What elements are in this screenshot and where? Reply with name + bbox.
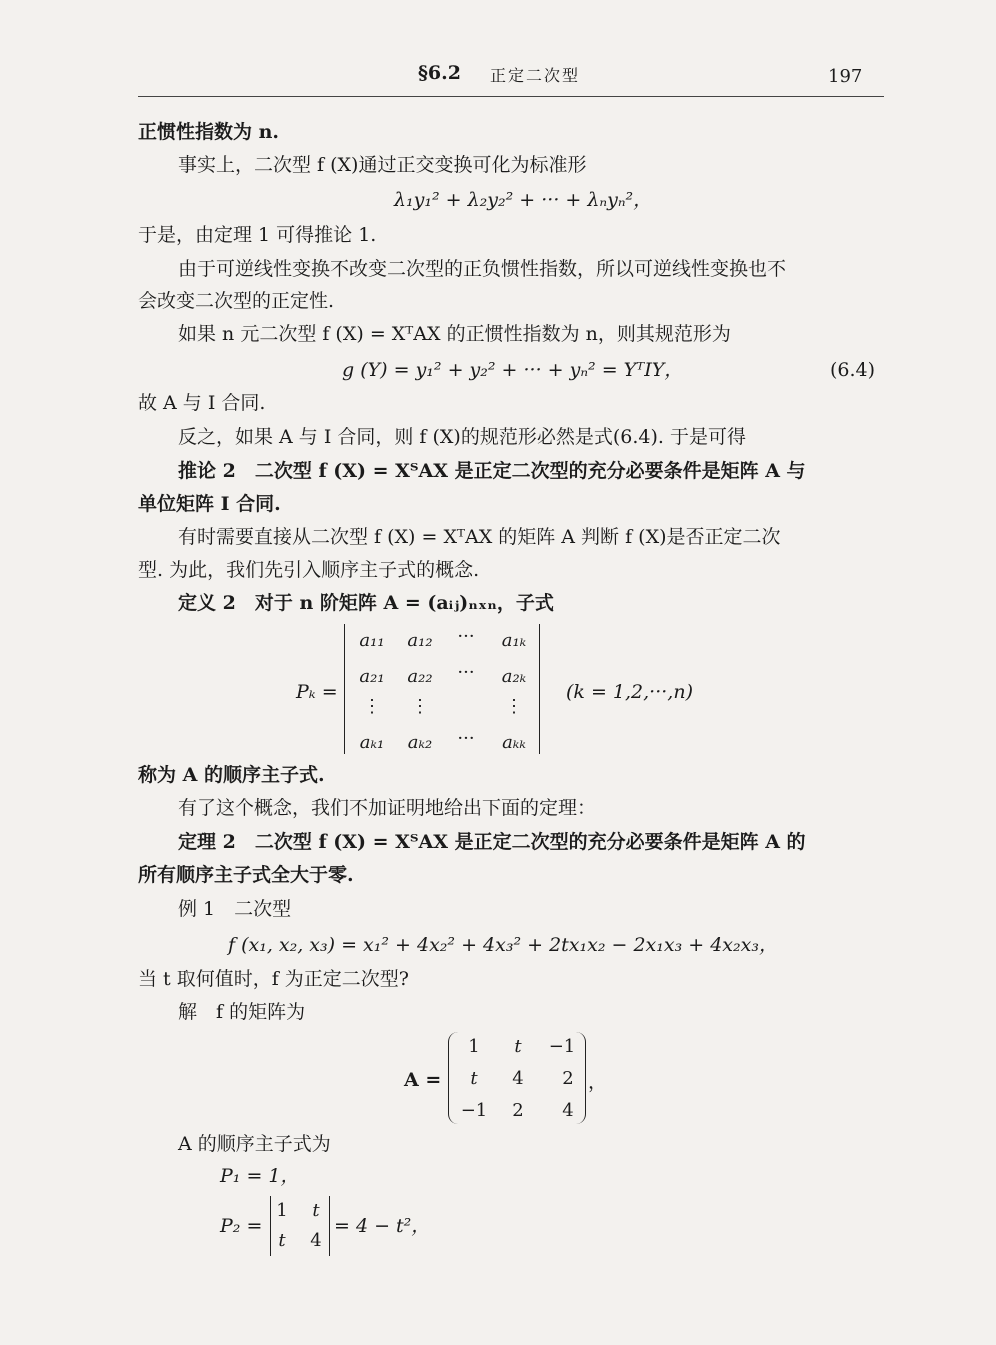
a-cell: 4 xyxy=(512,1068,524,1089)
corollary-2-cont: 单位矩阵 I 合同. xyxy=(138,493,281,515)
pk-cell: a₂ₖ xyxy=(501,666,527,687)
corollary-2: 推论 2 二次型 f (X) = XᵀAX 是正定二次型的充分必要条件是矩阵 A 与 xyxy=(178,460,806,482)
text-line-1: 正惯性指数为 n. xyxy=(138,121,280,143)
formula-quadratic: f (x₁, x₂, x₃) = x₁² + 4x₂² + 4x₃² + 2tx₁x₂ − 2x₁x₃ + 4x₂x₃， xyxy=(228,934,778,956)
a-cell: 2 xyxy=(512,1100,524,1121)
page-number: 197 xyxy=(828,66,863,87)
formula-6-4: g (Y) = y₁² + y₂² + ··· + yₙ² = YᵀIY， xyxy=(342,359,684,381)
pk-cell: ⋮ xyxy=(411,696,429,717)
pk-cell: ⋮ xyxy=(363,696,381,717)
pk-cell: a₂₂ xyxy=(407,666,433,687)
pk-cell: a₁₂ xyxy=(407,630,433,651)
pk-determinant xyxy=(344,624,540,754)
pk-cell: a₁ₖ xyxy=(501,630,527,651)
pk-cell: aₖ₁ xyxy=(359,732,385,753)
a-label: A = xyxy=(404,1069,442,1091)
text-line-4: 于是，由定理 1 可得推论 1. xyxy=(138,224,377,246)
text-line-10: 反之，如果 A 与 I 合同，则 f (X)的规范形必然是式(6.4). 于是可得 xyxy=(178,426,746,448)
pk-range: (k = 1,2,···,n) xyxy=(566,681,693,703)
text-line-5: 由于可逆线性变换不改变二次型的正负惯性指数，所以可逆线性变换也不 xyxy=(178,258,787,280)
pk-cell: ⋮ xyxy=(505,696,523,717)
text-line-17: 有了这个概念，我们不加证明地给出下面的定理： xyxy=(178,797,597,819)
pk-cell: a₂₁ xyxy=(359,666,385,687)
a-tail: ， xyxy=(588,1071,608,1093)
pk-label: Pₖ = xyxy=(296,681,338,703)
p2-cell: 1 xyxy=(276,1200,288,1221)
pk-cell: ··· xyxy=(457,728,475,749)
text-line-2: 事实上，二次型 f (X)通过正交变换可化为标准形 xyxy=(178,154,587,176)
pk-cell: ··· xyxy=(457,662,475,683)
text-line-22: 当 t 取何值时，f 为正定二次型? xyxy=(138,968,409,990)
page-header xyxy=(0,58,996,88)
definition-2: 定义 2 对于 n 阶矩阵 A = (aᵢⱼ)ₙₓₙ，子式 xyxy=(178,592,554,614)
text-line-14: 型. 为此，我们先引入顺序主子式的概念. xyxy=(138,559,480,581)
pk-cell: a₁₁ xyxy=(359,630,385,651)
text-line-9: 故 A 与 I 合同. xyxy=(138,392,266,414)
section-number: §6.2 xyxy=(418,62,461,84)
solution: 解 f 的矩阵为 xyxy=(178,1001,306,1023)
p2-label: P₂ = xyxy=(220,1215,263,1237)
text-line-16: 称为 A 的顺序主子式. xyxy=(138,764,325,786)
p2-cell: t xyxy=(278,1230,286,1251)
pk-cell: ··· xyxy=(457,626,475,647)
p1-value: P₁ = 1， xyxy=(220,1165,300,1187)
theorem-2: 定理 2 二次型 f (X) = XᵀAX 是正定二次型的充分必要条件是矩阵 A 的 xyxy=(178,831,806,853)
text-line-7: 如果 n 元二次型 f (X) = XᵀAX 的正惯性指数为 n，则其规范形为 xyxy=(178,323,731,345)
equation-number: (6.4) xyxy=(830,359,876,381)
text-line-6: 会改变二次型的正定性. xyxy=(138,290,335,312)
a-cell: 2 xyxy=(562,1068,574,1089)
a-cell: −1 xyxy=(548,1036,576,1057)
text-line-24: A 的顺序主子式为 xyxy=(178,1133,331,1155)
a-cell: 1 xyxy=(468,1036,480,1057)
p2-determinant xyxy=(270,1196,330,1256)
p2-cell: t xyxy=(312,1200,320,1221)
a-cell: t xyxy=(470,1068,478,1089)
pk-cell: aₖ₂ xyxy=(407,732,433,753)
formula-standard-form: λ₁y₁² + λ₂y₂² + ··· + λₙyₙ²， xyxy=(394,189,653,211)
header-rule xyxy=(138,96,884,97)
p2-tail: = 4 − t²， xyxy=(334,1215,431,1237)
pk-cell: aₖₖ xyxy=(502,732,526,753)
text-line-13: 有时需要直接从二次型 f (X) = XᵀAX 的矩阵 A 判断 f (X)是否正定二次 xyxy=(178,526,781,548)
a-cell: t xyxy=(514,1036,522,1057)
p2-cell: 4 xyxy=(310,1230,322,1251)
a-cell: 4 xyxy=(562,1100,574,1121)
theorem-2-cont: 所有顺序主子式全大于零. xyxy=(138,864,354,886)
example-1: 例 1 二次型 xyxy=(178,898,292,920)
matrix-a xyxy=(448,1032,586,1124)
a-cell: −1 xyxy=(460,1100,488,1121)
section-title: 正定二次型 xyxy=(490,66,581,85)
